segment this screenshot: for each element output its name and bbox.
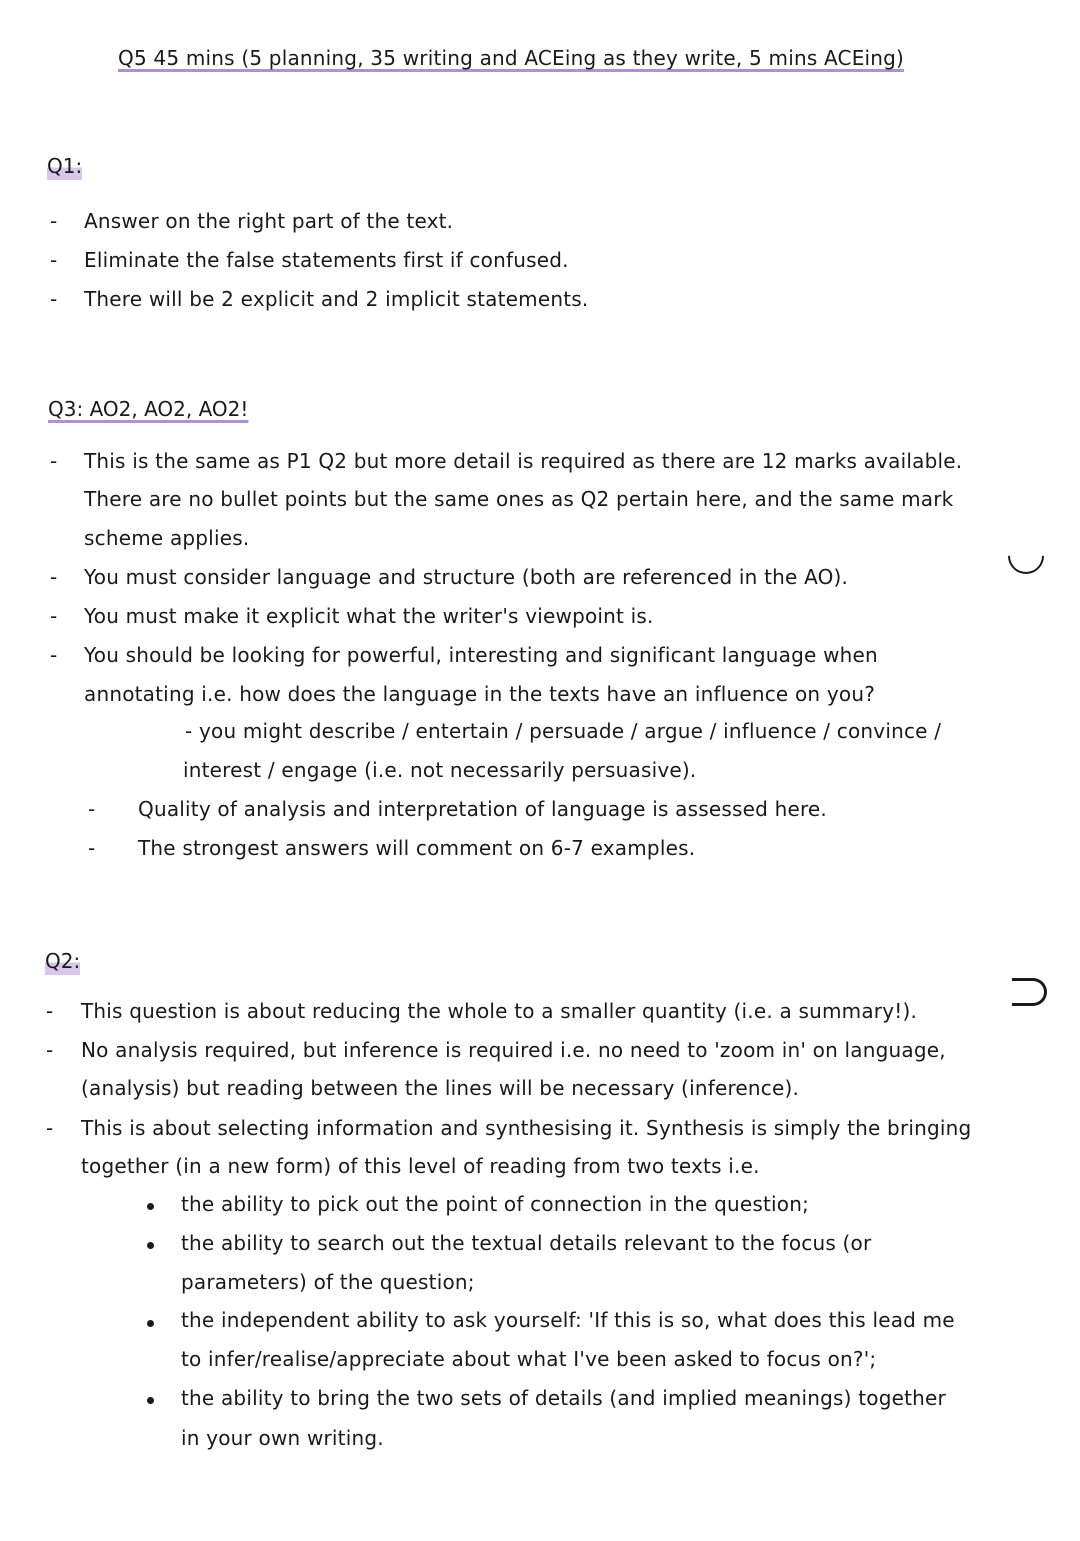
dash-marker: -: [50, 565, 58, 589]
q3-item-line: This is the same as P1 Q2 but more detail is required as there are 12 marks available.: [84, 449, 963, 473]
q2-item-line: together (in a new form) of this level of reading from two texts i.e.: [81, 1154, 760, 1178]
q2-bullet-line: the ability to bring the two sets of details (and implied meanings) together: [181, 1386, 946, 1410]
dash-marker: -: [46, 1038, 54, 1062]
dash-marker: -: [46, 1116, 54, 1140]
q2-bullet-line: parameters) of the question;: [181, 1270, 475, 1294]
q3-item-line: You should be looking for powerful, interesting and significant language when: [84, 643, 878, 667]
q3-sub-item: The strongest answers will comment on 6-7 examples.: [138, 836, 696, 860]
q1-heading: Q1:: [47, 154, 83, 178]
dash-marker: -: [46, 999, 54, 1023]
q3-item-line: There are no bullet points but the same ones as Q2 pertain here, and the same mark: [84, 487, 954, 511]
dash-marker: -: [50, 643, 58, 667]
arrow-doodle-icon: [1012, 978, 1047, 1006]
q3-sub-item: Quality of analysis and interpretation of language is assessed here.: [138, 797, 827, 821]
q2-item-line: (analysis) but reading between the lines will be necessary (inference).: [81, 1076, 800, 1100]
q3-item-line: annotating i.e. how does the language in the texts have an influence on you?: [84, 682, 876, 706]
q1-item: Answer on the right part of the text.: [84, 209, 454, 233]
q3-item-line: scheme applies.: [84, 526, 250, 550]
q3-sub-line: interest / engage (i.e. not necessarily persuasive).: [183, 758, 697, 782]
dash-marker: -: [50, 209, 58, 233]
q2-bullet-line: to infer/realise/appreciate about what I've been asked to focus on?';: [181, 1347, 877, 1371]
dash-marker: -: [50, 449, 58, 473]
bullet-icon: [147, 1203, 154, 1210]
q1-item: Eliminate the false statements first if confused.: [84, 248, 569, 272]
bullet-icon: [147, 1242, 154, 1249]
bullet-icon: [147, 1397, 154, 1404]
q2-item-line: This question is about reducing the whole to a smaller quantity (i.e. a summary!).: [81, 999, 918, 1023]
q2-item-line: No analysis required, but inference is required i.e. no need to 'zoom in' on language,: [81, 1038, 946, 1062]
q3-heading: Q3: AO2, AO2, AO2!: [48, 397, 249, 421]
dash-marker: -: [50, 604, 58, 628]
q2-heading: Q2:: [45, 949, 81, 973]
q2-bullet-line: the ability to search out the textual details relevant to the focus (or: [181, 1231, 872, 1255]
q2-bullet-line: in your own writing.: [181, 1426, 384, 1450]
q1-item: There will be 2 explicit and 2 implicit statements.: [84, 287, 589, 311]
q2-item-line: This is about selecting information and synthesising it. Synthesis is simply the bringing: [81, 1116, 972, 1140]
bullet-icon: [147, 1320, 154, 1327]
page-title: Q5 45 mins (5 planning, 35 writing and ACEing as they write, 5 mins ACEing): [118, 46, 905, 70]
dash-marker: -: [88, 836, 96, 860]
q3-item-line: You must consider language and structure (both are referenced in the AO).: [84, 565, 849, 589]
dash-marker: -: [50, 248, 58, 272]
q3-item-line: You must make it explicit what the writer's viewpoint is.: [84, 604, 654, 628]
q2-bullet-line: the ability to pick out the point of connection in the question;: [181, 1192, 810, 1216]
q3-sub-line: - you might describe / entertain / persuade / argue / influence / convince /: [185, 719, 942, 743]
dash-marker: -: [88, 797, 96, 821]
q2-bullet-line: the independent ability to ask yourself: 'If this is so, what does this lead me: [181, 1308, 955, 1332]
smiley-doodle-icon: [1001, 531, 1052, 582]
dash-marker: -: [50, 287, 58, 311]
